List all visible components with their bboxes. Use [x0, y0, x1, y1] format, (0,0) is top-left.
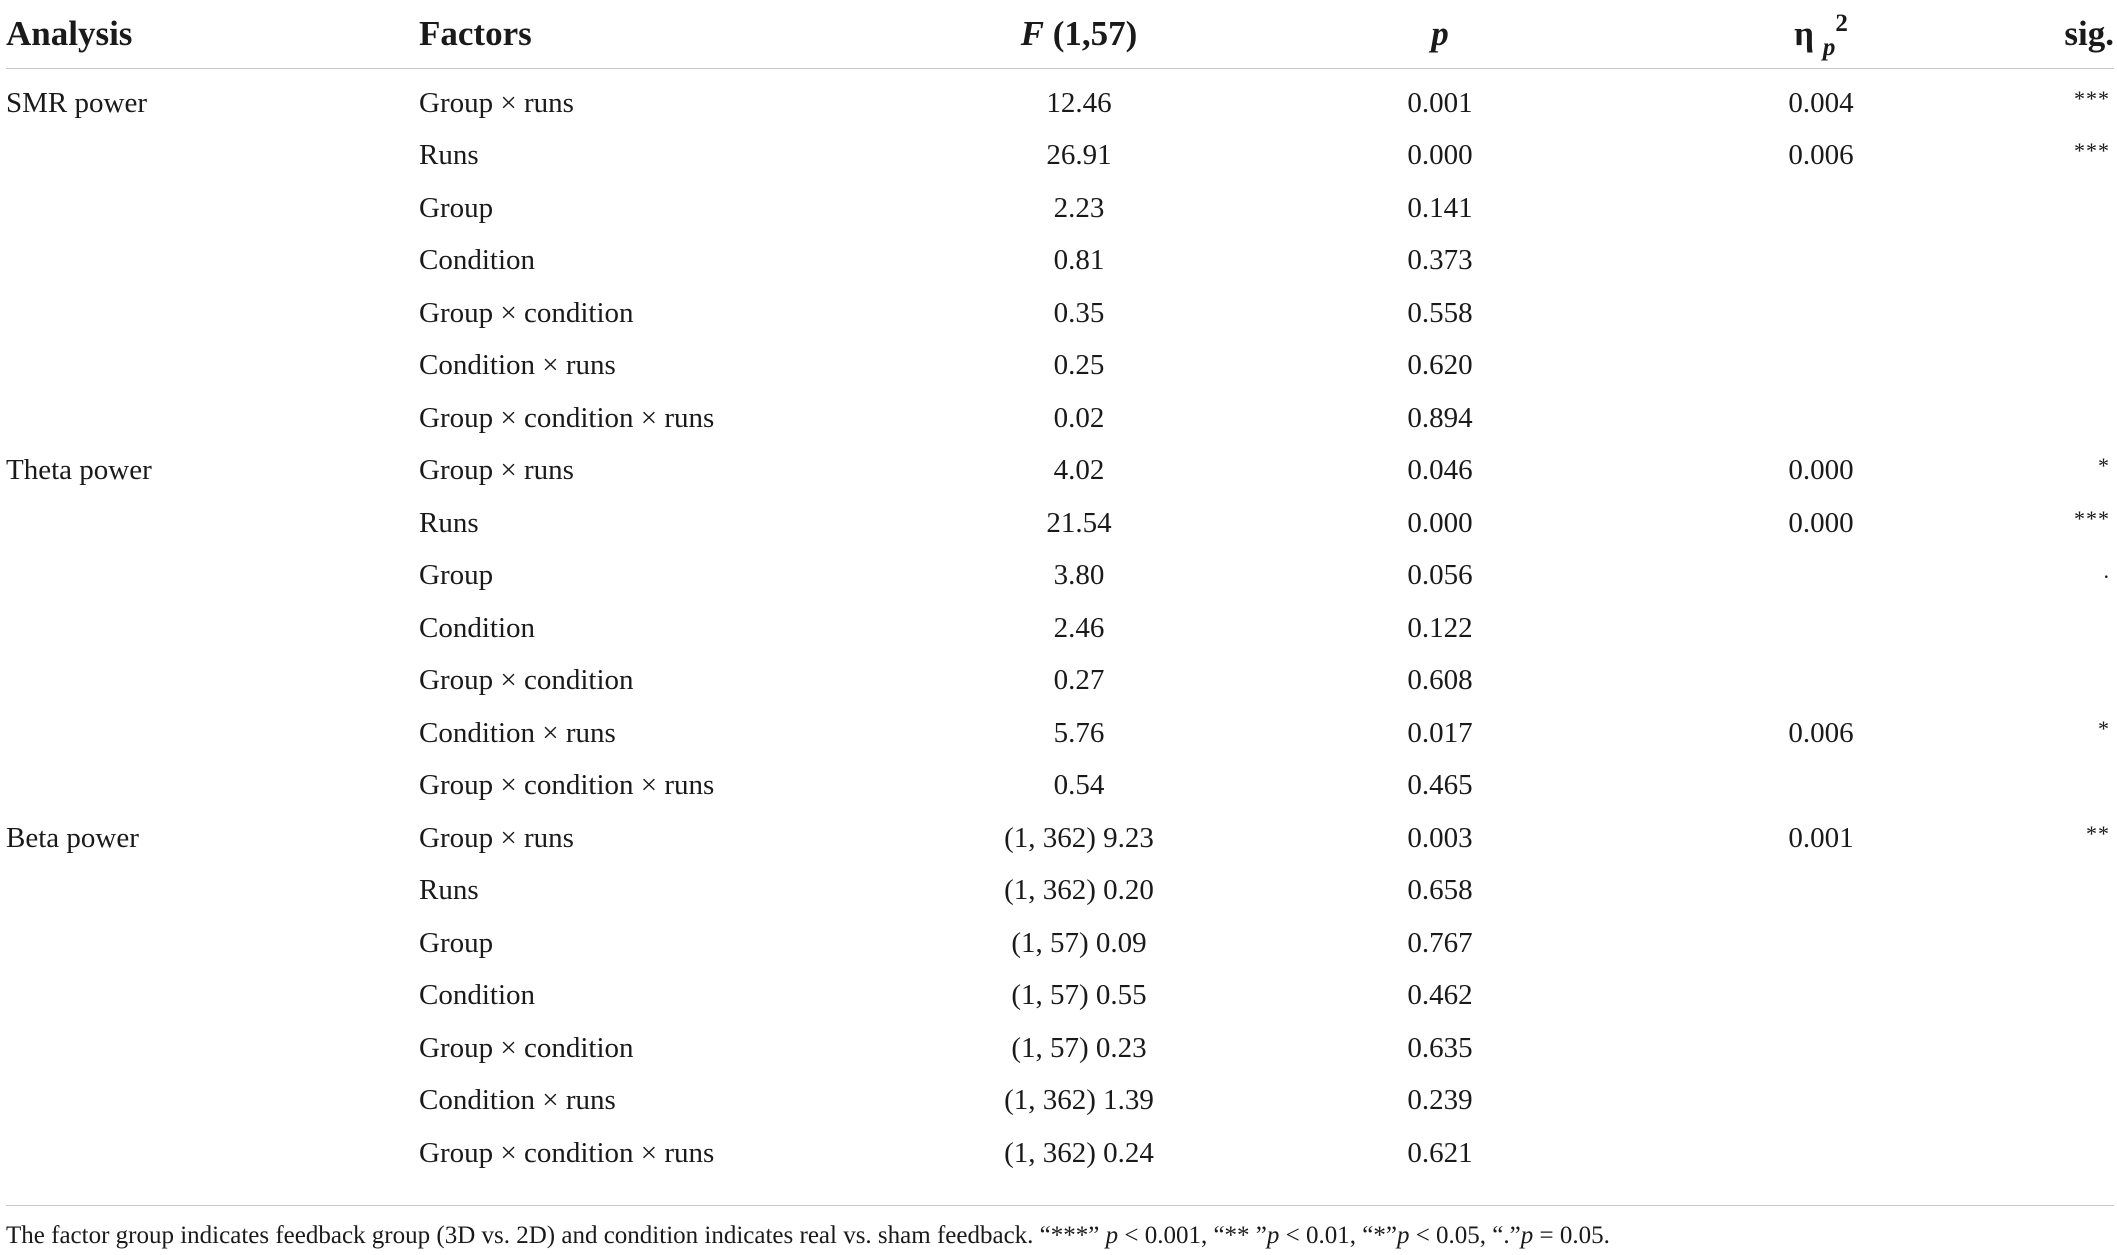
cell-p-value: 0.635: [1407, 1031, 1473, 1064]
cell-f-value: 3.80: [1053, 559, 1105, 592]
cell-eta-squared: [1681, 917, 1961, 970]
cell-eta-squared: [1681, 655, 1961, 708]
cell-factor: Runs: [419, 139, 479, 172]
cell-f-value: 2.46: [1053, 611, 1105, 644]
cell-f-value: (1, 362) 1.39: [1004, 1084, 1154, 1117]
cell-significance: [1961, 130, 2114, 183]
table-row: [6, 445, 2114, 498]
footnote-p-symbol-1: p: [1105, 1222, 1119, 1249]
table-row: [6, 812, 2114, 865]
cell-analysis: [6, 970, 419, 1023]
cell-factor: Group: [419, 559, 494, 592]
cell-significance: [1961, 917, 2114, 970]
table-row: [6, 182, 2114, 235]
cell-factor: Group × condition × runs: [419, 769, 715, 802]
cell-factor: Runs: [419, 506, 479, 539]
cell-p-value: 0.620: [1407, 349, 1473, 382]
header-eta-superscript: 2: [1835, 10, 1848, 37]
cell-eta-squared: [1681, 970, 1961, 1023]
cell-analysis: [6, 550, 419, 603]
table-row: [6, 1075, 2114, 1128]
header-p-symbol: p: [1431, 14, 1449, 53]
cell-f-value: (1, 57) 0.23: [1011, 1031, 1147, 1064]
cell-f-value: 4.02: [1053, 454, 1105, 487]
cell-analysis: Theta power: [6, 454, 152, 487]
cell-analysis: [6, 235, 419, 288]
cell-analysis: [6, 340, 419, 393]
cell-significance: [1961, 970, 2114, 1023]
results-table-container: [6, 0, 2114, 1180]
cell-analysis: [6, 130, 419, 183]
footnote-text-1: The factor group indicates feedback group (3D vs. 2D) and condition indicates real vs. sham feedback. “***”: [6, 1222, 1106, 1249]
cell-significance: [1961, 1127, 2114, 1180]
footnote-p-symbol-3: p: [1396, 1222, 1410, 1249]
cell-f-value: 21.54: [1046, 506, 1112, 539]
cell-analysis: [6, 182, 419, 235]
cell-p-value: 0.017: [1407, 716, 1473, 749]
cell-factor: Condition: [419, 979, 536, 1012]
cell-analysis: [6, 497, 419, 550]
cell-significance: [1961, 602, 2114, 655]
cell-f-value: 0.25: [1053, 349, 1105, 382]
table-row: [6, 865, 2114, 918]
cell-eta-squared: [1681, 550, 1961, 603]
table-body: [6, 69, 2114, 1180]
cell-p-value: 0.465: [1407, 769, 1473, 802]
footnote-text-5: = 0.05.: [1533, 1222, 1610, 1249]
cell-p-value: 0.141: [1407, 191, 1473, 224]
cell-factor: Condition × runs: [419, 1084, 616, 1117]
significance-marker: *: [2098, 715, 2110, 741]
cell-significance: [1961, 340, 2114, 393]
cell-p-value: 0.608: [1407, 664, 1473, 697]
cell-eta-squared: 0.006: [1788, 716, 1854, 749]
cell-factor: Group × runs: [419, 454, 574, 487]
cell-eta-squared: 0.000: [1788, 506, 1854, 539]
table-row: [6, 550, 2114, 603]
table-row: [6, 497, 2114, 550]
cell-factor: Group: [419, 926, 494, 959]
cell-p-value: 0.001: [1407, 86, 1473, 119]
header-f-symbol: F: [1020, 14, 1045, 53]
header-significance: sig.: [1961, 0, 2114, 69]
cell-analysis: [6, 655, 419, 708]
cell-factor: Group × condition: [419, 1031, 634, 1064]
cell-eta-squared: 0.001: [1788, 821, 1854, 854]
footnote-p-symbol-4: p: [1520, 1222, 1534, 1249]
cell-analysis: SMR power: [6, 86, 147, 119]
cell-f-value: (1, 362) 0.24: [1004, 1136, 1154, 1169]
table-row: [6, 340, 2114, 393]
significance-marker: ***: [2074, 85, 2110, 111]
cell-eta-squared: [1681, 1022, 1961, 1075]
cell-f-value: 0.02: [1053, 401, 1105, 434]
results-table: [6, 0, 2114, 1180]
table-row: [6, 69, 2114, 130]
table-row: [6, 287, 2114, 340]
significance-marker: .: [2103, 558, 2110, 584]
cell-f-value: 0.81: [1053, 244, 1105, 277]
cell-analysis: [6, 917, 419, 970]
header-f-statistic: [959, 0, 1199, 69]
cell-significance: [1961, 445, 2114, 498]
table-row: [6, 1022, 2114, 1075]
cell-eta-squared: [1681, 182, 1961, 235]
header-factors: Factors: [419, 0, 959, 69]
significance-marker: *: [2098, 453, 2110, 479]
cell-significance: [1961, 287, 2114, 340]
cell-analysis: [6, 865, 419, 918]
significance-marker: ***: [2074, 505, 2110, 531]
cell-f-value: 26.91: [1046, 139, 1112, 172]
cell-analysis: [6, 392, 419, 445]
cell-analysis: [6, 602, 419, 655]
cell-eta-squared: [1681, 287, 1961, 340]
cell-p-value: 0.239: [1407, 1084, 1473, 1117]
table-footnote: [6, 1205, 2114, 1250]
cell-eta-squared: [1681, 392, 1961, 445]
cell-p-value: 0.658: [1407, 874, 1473, 907]
header-eta-squared: [1681, 0, 1961, 69]
table-row: [6, 392, 2114, 445]
cell-eta-squared: [1681, 1075, 1961, 1128]
cell-f-value: 2.23: [1053, 191, 1105, 224]
table-row: [6, 760, 2114, 813]
cell-eta-squared: [1681, 1127, 1961, 1180]
cell-analysis: Beta power: [6, 821, 139, 854]
header-analysis: Analysis: [6, 0, 419, 69]
header-row: [6, 0, 2114, 69]
cell-eta-squared: 0.006: [1788, 139, 1854, 172]
cell-significance: [1961, 497, 2114, 550]
cell-f-value: (1, 57) 0.09: [1011, 926, 1147, 959]
cell-analysis: [6, 1127, 419, 1180]
table-row: [6, 602, 2114, 655]
header-eta-subscript: p: [1822, 34, 1836, 61]
cell-analysis: [6, 760, 419, 813]
cell-p-value: 0.621: [1407, 1136, 1473, 1169]
cell-f-value: (1, 57) 0.55: [1011, 979, 1147, 1012]
header-p-value: [1199, 0, 1681, 69]
cell-significance: [1961, 550, 2114, 603]
cell-significance: [1961, 1075, 2114, 1128]
cell-p-value: 0.767: [1407, 926, 1473, 959]
cell-f-value: 0.27: [1053, 664, 1105, 697]
significance-marker: **: [2086, 820, 2110, 846]
table-row: [6, 970, 2114, 1023]
cell-eta-squared: [1681, 865, 1961, 918]
cell-f-value: (1, 362) 0.20: [1004, 874, 1154, 907]
cell-factor: Condition × runs: [419, 716, 616, 749]
cell-eta-squared: [1681, 760, 1961, 813]
cell-p-value: 0.003: [1407, 821, 1473, 854]
cell-eta-squared: [1681, 602, 1961, 655]
cell-significance: [1961, 812, 2114, 865]
cell-f-value: 0.35: [1053, 296, 1105, 329]
cell-p-value: 0.000: [1407, 139, 1473, 172]
cell-factor: Group × runs: [419, 821, 574, 854]
cell-factor: Runs: [419, 874, 479, 907]
table-row: [6, 655, 2114, 708]
cell-f-value: 5.76: [1053, 716, 1105, 749]
header-eta-symbol: η: [1794, 14, 1815, 53]
table-row: [6, 235, 2114, 288]
table-row: [6, 1127, 2114, 1180]
footnote-p-symbol-2: p: [1266, 1222, 1280, 1249]
significance-marker: ***: [2074, 138, 2110, 164]
cell-significance: [1961, 69, 2114, 130]
cell-eta-squared: [1681, 235, 1961, 288]
cell-p-value: 0.558: [1407, 296, 1473, 329]
cell-analysis: [6, 287, 419, 340]
cell-factor: Group × condition × runs: [419, 1136, 715, 1169]
cell-p-value: 0.000: [1407, 506, 1473, 539]
footnote-text-3: < 0.01, “*”: [1279, 1222, 1397, 1249]
cell-f-value: (1, 362) 9.23: [1004, 821, 1154, 854]
cell-factor: Condition: [419, 244, 536, 277]
cell-eta-squared: 0.000: [1788, 454, 1854, 487]
cell-significance: [1961, 235, 2114, 288]
header-f-df: (1,57): [1044, 14, 1138, 53]
cell-analysis: [6, 707, 419, 760]
cell-f-value: 0.54: [1053, 769, 1105, 802]
cell-eta-squared: 0.004: [1788, 86, 1854, 119]
cell-analysis: [6, 1075, 419, 1128]
cell-factor: Group × condition × runs: [419, 401, 715, 434]
cell-p-value: 0.056: [1407, 559, 1473, 592]
cell-analysis: [6, 1022, 419, 1075]
cell-factor: Group × condition: [419, 664, 634, 697]
cell-significance: [1961, 865, 2114, 918]
footnote-text-2: < 0.001, “** ”: [1118, 1222, 1267, 1249]
cell-factor: Group: [419, 191, 494, 224]
table-row: [6, 917, 2114, 970]
cell-factor: Group × runs: [419, 86, 574, 119]
cell-significance: [1961, 182, 2114, 235]
cell-factor: Group × condition: [419, 296, 634, 329]
cell-eta-squared: [1681, 340, 1961, 393]
footnote-text-4: < 0.05, “.”: [1409, 1222, 1521, 1249]
table-row: [6, 707, 2114, 760]
cell-significance: [1961, 707, 2114, 760]
cell-f-value: 12.46: [1046, 86, 1112, 119]
cell-p-value: 0.462: [1407, 979, 1473, 1012]
cell-significance: [1961, 1022, 2114, 1075]
cell-factor: Condition × runs: [419, 349, 616, 382]
cell-significance: [1961, 760, 2114, 813]
cell-significance: [1961, 655, 2114, 708]
cell-significance: [1961, 392, 2114, 445]
cell-p-value: 0.373: [1407, 244, 1473, 277]
cell-p-value: 0.894: [1407, 401, 1473, 434]
table-row: [6, 130, 2114, 183]
cell-p-value: 0.046: [1407, 454, 1473, 487]
cell-factor: Condition: [419, 611, 536, 644]
cell-p-value: 0.122: [1407, 611, 1473, 644]
